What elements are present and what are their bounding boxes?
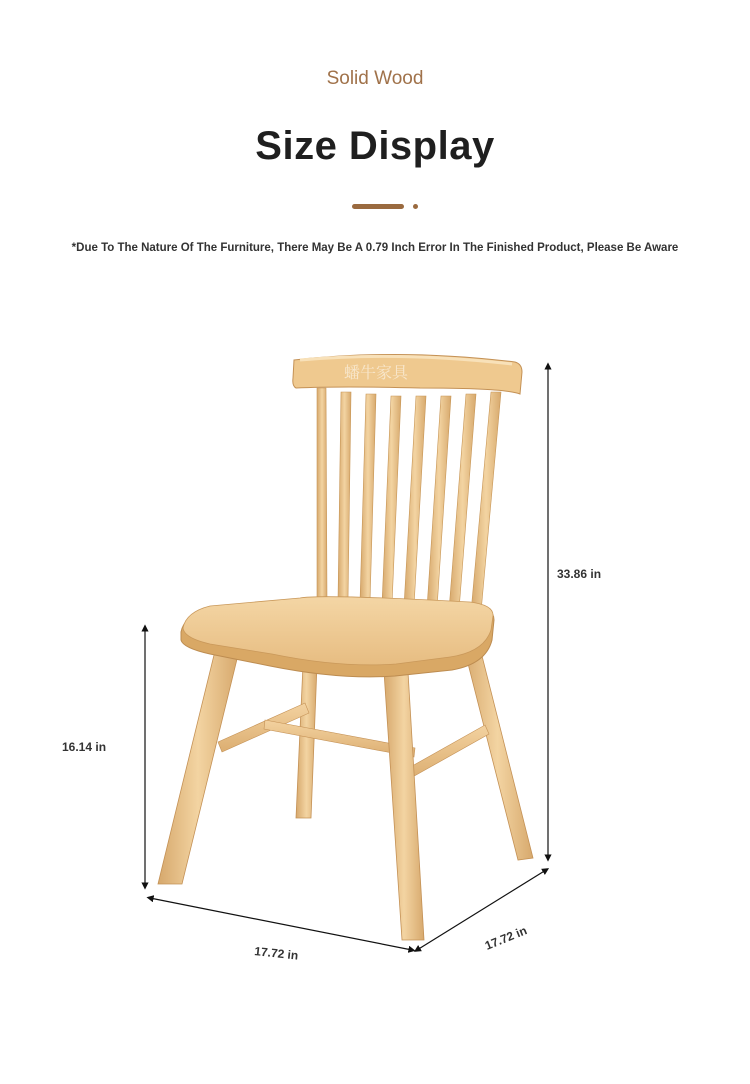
depth-line: [417, 870, 546, 953]
size-disclaimer: *Due To The Nature Of The Furniture, There May Be A 0.79 Inch Error In The Finished Product, Please Be Aware: [71, 242, 679, 254]
width-line: [150, 898, 412, 950]
side-stretcher-right: [405, 725, 489, 779]
width-label: 17.72 in: [253, 944, 299, 963]
chair-illustration: [158, 354, 533, 940]
front-right-leg: [384, 672, 424, 940]
eyebrow-label: Solid Wood: [326, 68, 424, 89]
page-title: Size Display: [255, 124, 495, 168]
back-right-leg: [462, 640, 533, 860]
depth-label: 17.72 in: [482, 923, 529, 953]
back-left-leg: [296, 665, 317, 818]
front-left-leg: [158, 655, 238, 884]
total-height-label: 33.86 in: [557, 567, 602, 581]
back-spindles: [317, 388, 501, 612]
seat-height-label: 16.14 in: [62, 740, 107, 754]
watermark-text: 蟠牛家具: [343, 363, 409, 382]
